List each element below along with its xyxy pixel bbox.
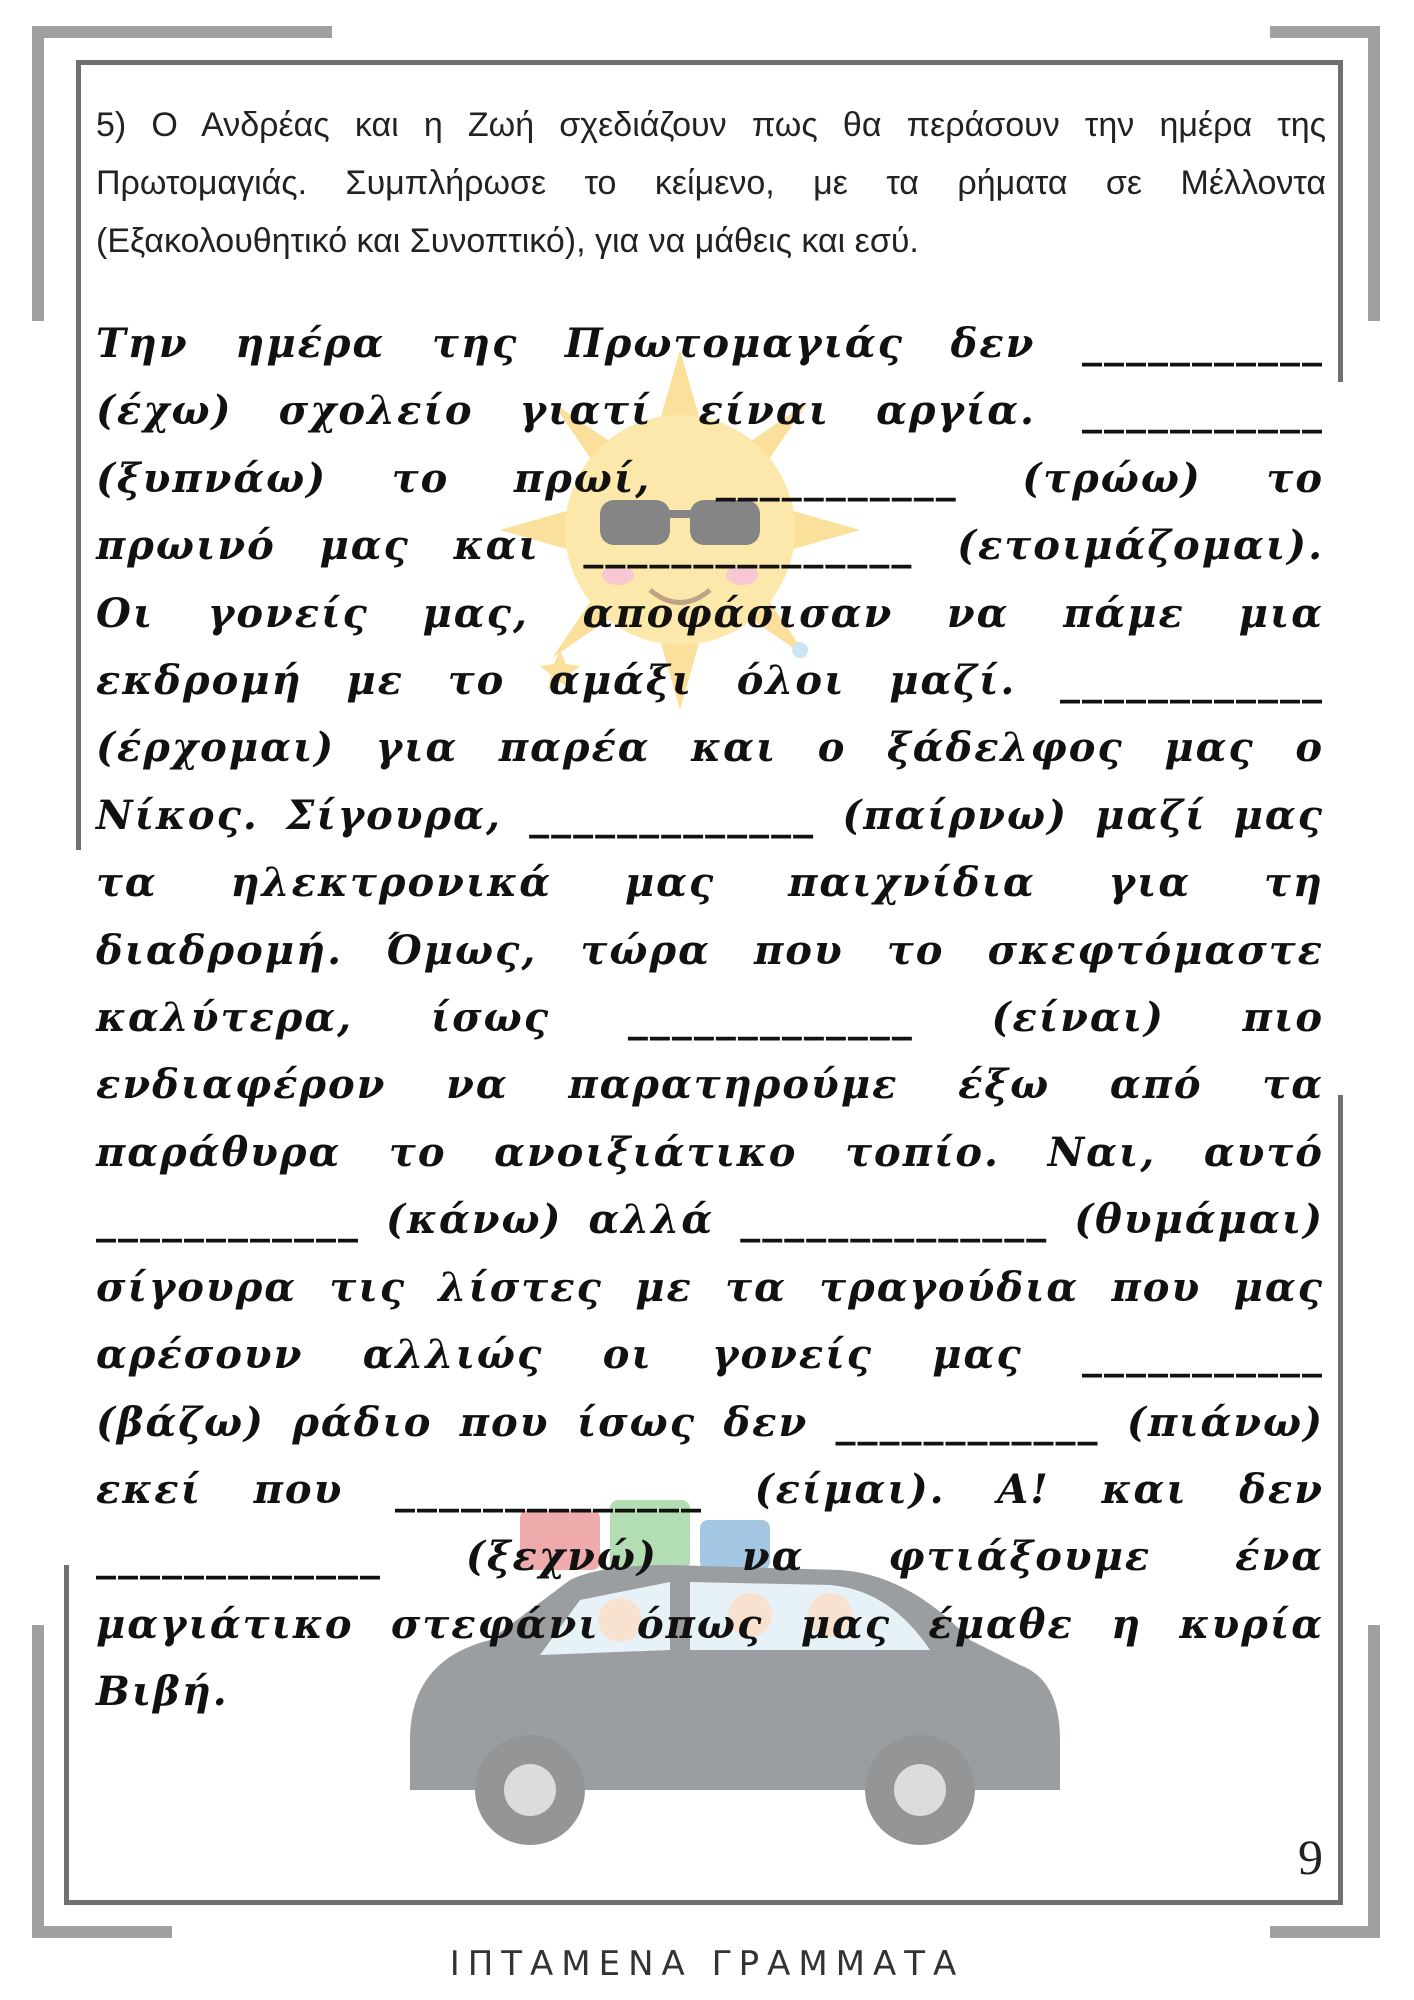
- box-border-left-bottom: [64, 1565, 69, 1905]
- box-border-bottom: [64, 1900, 1342, 1905]
- frame-corner-top-right-v: [1368, 26, 1380, 321]
- frame-corner-bottom-left-h: [32, 1926, 172, 1938]
- exercise-instructions: 5) Ο Ανδρέας και η Ζωή σχεδιάζουν πως θα περάσουν την ημέρα της Πρωτομαγιάς. Συμπλήρωσε το κείμενο, με τα ρήματα σε Μέλλοντα (Εξακολουθητικό και Συνοπτικό), για να μάθεις και εσύ.: [96, 106, 1326, 260]
- frame-corner-bottom-right-h: [1270, 1926, 1380, 1938]
- frame-corner-bottom-left-v: [32, 1625, 44, 1938]
- frame-corner-bottom-right-v: [1368, 1625, 1380, 1938]
- box-border-top: [76, 60, 1340, 65]
- frame-corner-top-right-h: [1270, 26, 1380, 38]
- box-border-right-bottom: [1338, 1095, 1343, 1905]
- page-number: 9: [1298, 1829, 1323, 1885]
- box-border-left-top: [76, 60, 81, 850]
- frame-corner-top-left-h: [32, 26, 332, 38]
- frame-corner-top-left-v: [32, 26, 44, 321]
- fill-in-the-blank-story: Την ημέρα της Πρωτομαγιάς δεν ___________ (έχω) σχολείο γιατί είναι αργία. ___________ (ξυπνάω) το πρωί, ___________ (τρώω) το πρωινό μας και _______________ (ετοιμάζομαι). Οι γονείς μας, αποφάσισαν να πάμε μια εκδρομή με το αμάξι όλοι μαζί. ____________ (έρχομαι) για παρέα και ο ξάδελφος μας ο Νίκος. Σίγουρα, _____________ (παίρνω) μαζί μας τα ηλεκτρονικά μας παιχνίδια για τη διαδρομή. Όμως, τώρα που το σκεφτόμαστε καλύτερα, ίσως _____________ (είναι) πιο ενδιαφέρον να παρατηρούμε έξω από τα παράθυρα το ανοιξιάτικο τοπίο. Ναι, αυτό ____________ (κάνω) αλλά ______________ (θυμάμαι) σίγουρα τις λίστες με τα τραγούδια που μας αρέσουν αλλιώς οι γονείς μας ___________ (βάζω) ράδιο που ίσως δεν ____________ (πιάνω) εκεί που ______________ (είμαι). Α! και δεν _____________ (ξεχνώ) να φτιάξουμε ένα μαγιάτικο στεφάνι όπως μας έμαθε η κυρία Βιβή.: [96, 320, 1324, 1716]
- footer-logo: ΙΠΤΑΜΕΝΑ ΓΡΑΜΜΑΤΑ: [449, 1944, 965, 1984]
- box-border-right-top: [1338, 60, 1343, 382]
